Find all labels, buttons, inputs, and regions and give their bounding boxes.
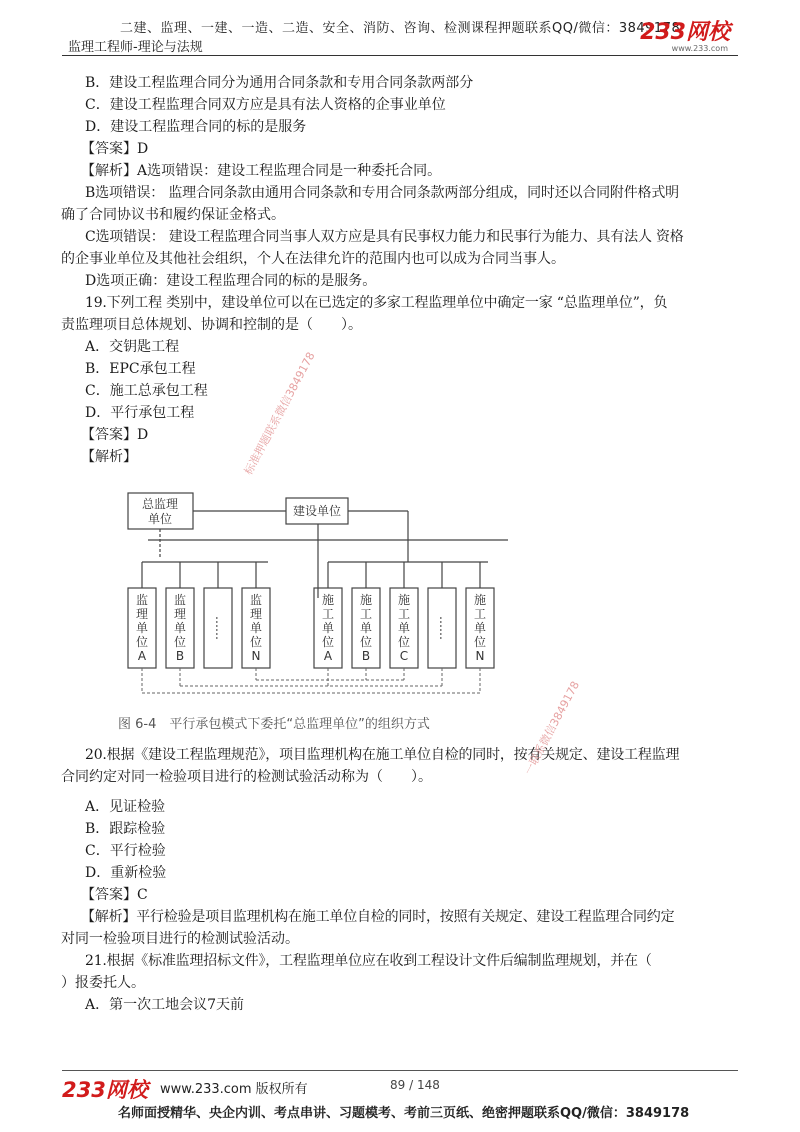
supervisor-label-1-2: 单	[173, 621, 187, 635]
contractor-label-4-1: 工	[473, 607, 487, 621]
analysis-20-cont: 对同一检验项目进行的检测试验活动。	[61, 931, 299, 947]
supervisor-labels	[136, 592, 262, 663]
chief-supervisor-label-2: 单位	[147, 512, 173, 526]
supervisor-label-1-0: 监	[173, 593, 187, 607]
owner-label: 建设单位	[292, 504, 342, 518]
supervisor-label-0-0: 监	[135, 593, 149, 607]
contractor-label-4-0: 施	[473, 593, 487, 607]
header-divider	[62, 55, 738, 56]
analysis-19-label: 【解析】	[81, 449, 137, 465]
contractor-label-1-2: 单	[359, 621, 373, 635]
analysis-20: 【解析】平行检验是项目监理机构在施工单位自检的同时，按照有关规定、建设工程监理合同约定	[81, 909, 675, 925]
contractor-label-1-3: 位	[359, 635, 373, 649]
coordination-lines	[142, 668, 480, 693]
option-21-a: A．第一次工地会议7天前	[85, 997, 245, 1013]
contractor-label-2-4: C	[399, 649, 409, 663]
watermark-1: 标准押题联系微信3849178	[241, 349, 318, 478]
contractor-label-2-2: 单	[397, 621, 411, 635]
supervisor-label-0-2: 单	[135, 621, 149, 635]
option-20-d: D．重新检验	[85, 865, 167, 881]
supervisor-label-1-3: 位	[173, 635, 187, 649]
footer-copyright: www.233.com 版权所有	[160, 1082, 308, 1097]
header-contact-line: 二建、监理、一建、一造、二造、安全、消防、咨询、检测课程押题联系QQ/微信：3849178	[120, 21, 681, 36]
diagram-caption: 图 6-4 平行承包模式下委托“总监理单位”的组织方式	[118, 717, 430, 732]
question-21: 21.根据《标准监理招标文件》，工程监理单位应在收到工程设计文件后编制监理规划，并在（	[85, 953, 652, 969]
contractor-label-3: ……	[437, 616, 451, 640]
contractor-label-1-1: 工	[359, 607, 373, 621]
option-19-c: C．施工总承包工程	[85, 383, 208, 399]
contractor-label-0-2: 单	[321, 621, 335, 635]
footer-logo: 233网校	[62, 1078, 148, 1102]
option-d: D．建设工程监理合同的标的是服务	[85, 119, 307, 135]
question-21-cont: ）报委托人。	[61, 975, 145, 991]
org-diagram-svg	[118, 488, 508, 738]
supervisor-label-3-0: 监	[249, 593, 263, 607]
page-number: 89 / 148	[390, 1078, 440, 1092]
contractor-label-0-4: A	[323, 649, 333, 663]
question-19-cont: 责监理项目总体规划、协调和控制的是（ ）。	[61, 317, 362, 333]
supervisor-label-0-4: A	[137, 649, 147, 663]
question-20: 20.根据《建设工程监理规范》，项目监理机构在施工单位自检的同时，按有关规定、建设工程监理	[85, 747, 680, 763]
supervisor-label-3-3: 位	[249, 635, 263, 649]
brand-logo-url: www.233.com	[671, 44, 728, 53]
supervisor-label-1-1: 理	[173, 607, 187, 621]
supervisor-boxes	[128, 562, 270, 668]
option-19-b: B．EPC承包工程	[85, 361, 196, 377]
option-19-a: A．交钥匙工程	[85, 339, 180, 355]
question-19: 19.下列工程 类别中，建设单位可以在已选定的多家工程监理单位中确定一家 “总监理单位”，负	[85, 295, 668, 311]
analysis-18-c-cont: 的企事业单位及其他社会组织，个人在法律允许的范围内也可以成为合同当事人。	[61, 251, 565, 267]
contractor-label-4-2: 单	[473, 621, 487, 635]
watermark-2: 一联系微信3849178	[521, 679, 583, 778]
option-20-b: B．跟踪检验	[85, 821, 166, 837]
contractor-label-2-3: 位	[397, 635, 411, 649]
answer-18: 【答案】D	[81, 141, 149, 157]
analysis-18-b: B选项错误： 监理合同条款由通用合同条款和专用合同条款两部分组成，同时还以合同附件格式明	[85, 185, 679, 201]
contractor-label-1-4: B	[361, 649, 371, 663]
analysis-18-d: D选项正确：建设工程监理合同的标的是服务。	[85, 273, 377, 289]
supervisor-label-0-1: 理	[135, 607, 149, 621]
chief-supervisor-label-1: 总监理	[141, 497, 179, 511]
contractor-label-0-0: 施	[321, 593, 335, 607]
brand-logo: 233网校	[640, 20, 730, 45]
supervisor-label-3-2: 单	[249, 621, 263, 635]
contractor-label-0-1: 工	[321, 607, 335, 621]
option-20-c: C．平行检验	[85, 843, 166, 859]
option-c: C．建设工程监理合同双方应是具有法人资格的企事业单位	[85, 97, 446, 113]
contractor-label-0-3: 位	[321, 635, 335, 649]
answer-19: 【答案】D	[81, 427, 149, 443]
analysis-18-a: 【解析】A选项错误：建设工程监理合同是一种委托合同。	[81, 163, 442, 179]
contractor-label-1-0: 施	[359, 593, 373, 607]
option-b: B．建设工程监理合同分为通用合同条款和专用合同条款两部分	[85, 75, 474, 91]
supervisor-label-0-3: 位	[135, 635, 149, 649]
answer-20: 【答案】C	[81, 887, 148, 903]
option-20-a: A．见证检验	[85, 799, 166, 815]
analysis-18-c: C选项错误： 建设工程监理合同当事人双方应是具有民事权力能力和民事行为能力、具有法人 资格	[85, 229, 684, 245]
supervisor-label-2: ……	[213, 616, 227, 640]
supervisor-label-3-1: 理	[249, 607, 263, 621]
header-subject: 监理工程师-理论与法规	[68, 40, 203, 55]
contractor-label-2-1: 工	[397, 607, 411, 621]
option-19-d: D．平行承包工程	[85, 405, 195, 421]
contractor-label-4-3: 位	[473, 635, 487, 649]
org-diagram	[118, 488, 508, 738]
footer-divider	[62, 1070, 738, 1071]
contractor-label-4-4: N	[475, 649, 485, 663]
supervisor-label-3-4: N	[251, 649, 261, 663]
contractor-label-2-0: 施	[397, 593, 411, 607]
analysis-18-b-cont: 确了合同协议书和履约保证金格式。	[61, 207, 285, 223]
question-20-cont: 合同约定对同一检验项目进行的检测试验活动称为（ ）。	[61, 769, 432, 785]
contractor-labels	[322, 593, 486, 663]
footer-promo: 名师面授精华、央企内训、考点串讲、习题模考、考前三页纸、绝密押题联系QQ/微信：3849178	[118, 1106, 690, 1121]
supervisor-label-1-4: B	[175, 649, 185, 663]
